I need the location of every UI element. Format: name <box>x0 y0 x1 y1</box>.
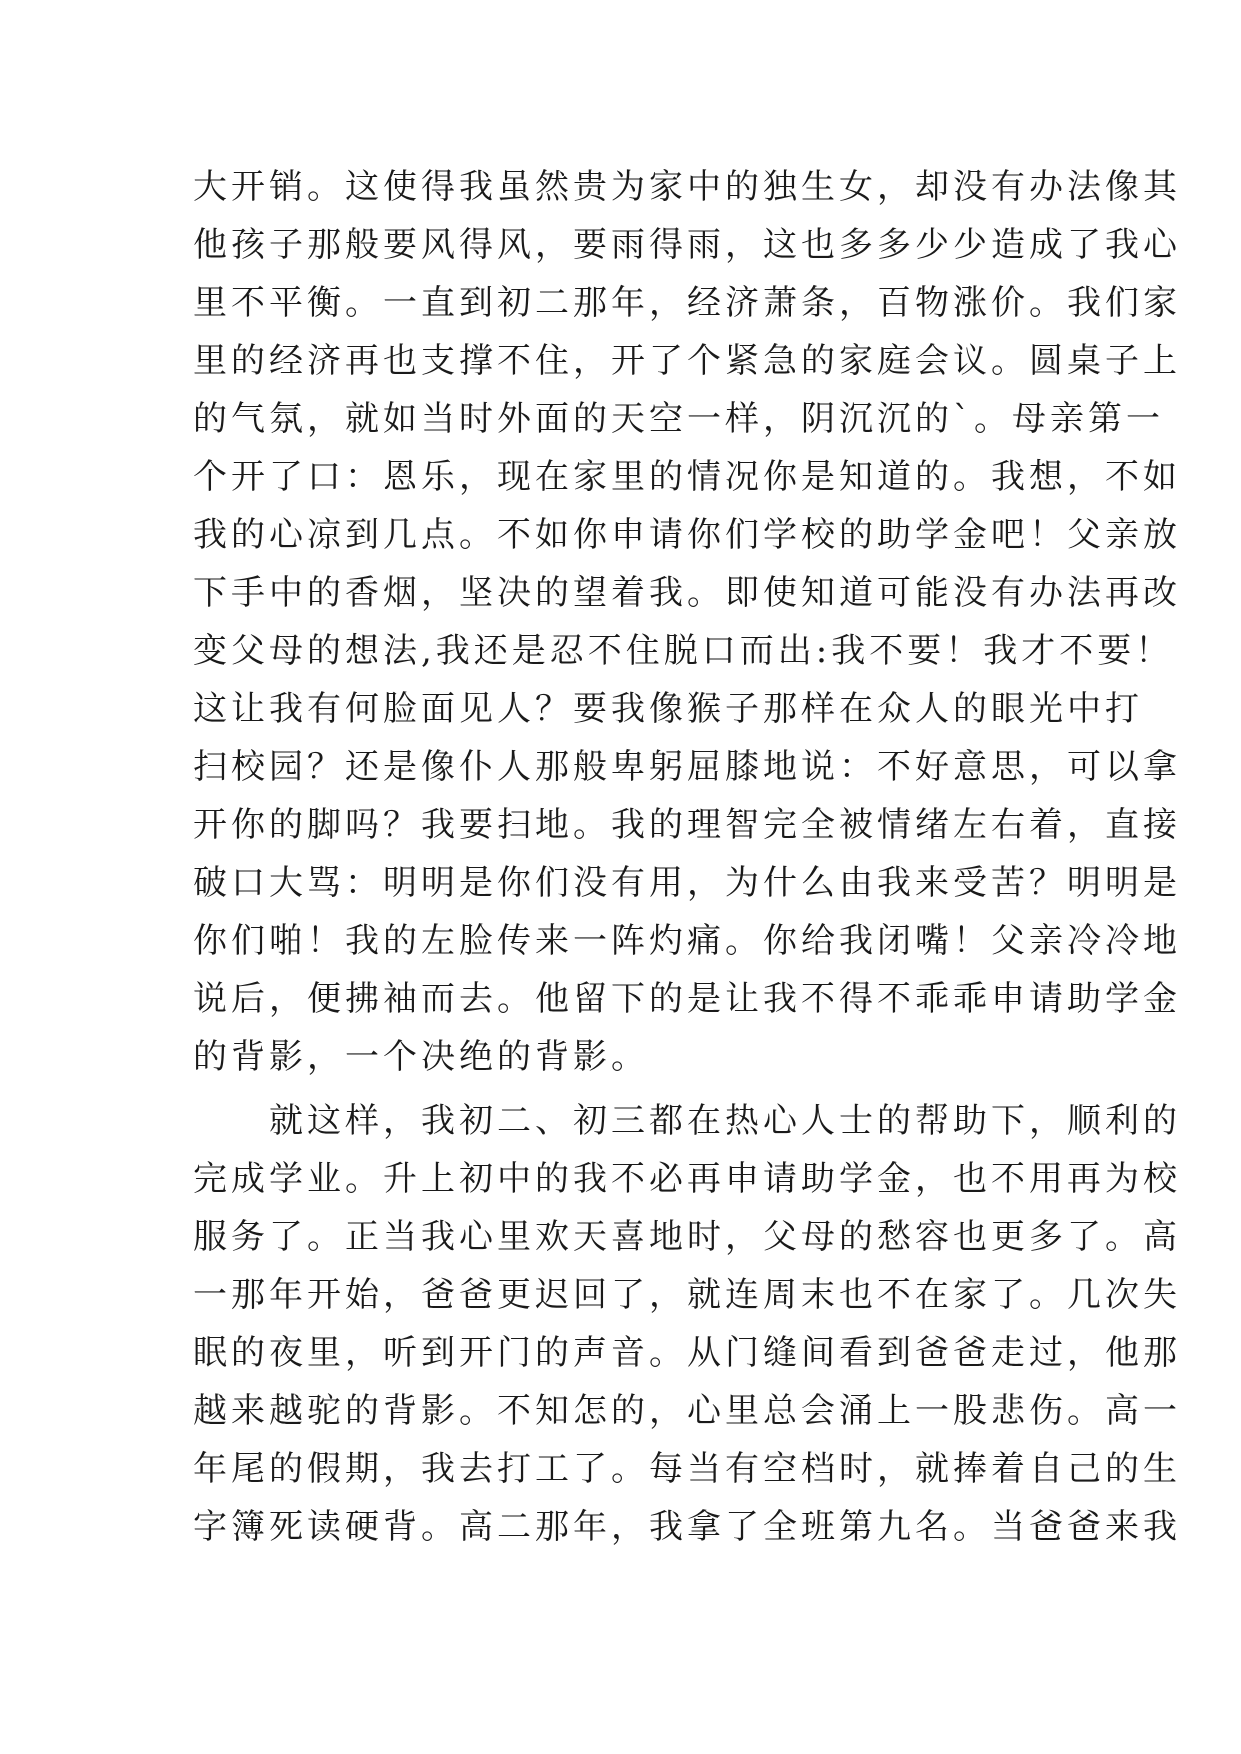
text-line: 变父母的想法,我还是忍不住脱口而出:我不要！我才不要！ <box>193 631 1174 671</box>
text-line: 完成学业。升上初中的我不必再申请助学金，也不用再为校 <box>193 1159 1181 1199</box>
text-line: 的气氛，就如当时外面的天空一样，阴沉沉的`。母亲第一 <box>193 399 1164 439</box>
text-line: 下手中的香烟，坚决的望着我。即使知道可能没有办法再改 <box>193 573 1181 613</box>
text-line: 我的心凉到几点。不如你申请你们学校的助学金吧！父亲放 <box>193 515 1181 555</box>
paragraph-2 <box>193 1092 1181 1556</box>
text-line: 说后，便拂袖而去。他留下的是让我不得不乖乖申请助学金 <box>193 979 1181 1019</box>
text-line: 年尾的假期，我去打工了。每当有空档时，就捧着自己的生 <box>193 1449 1181 1489</box>
text-line: 眠的夜里，听到开门的声音。从门缝间看到爸爸走过，他那 <box>193 1333 1181 1373</box>
text-line: 字簿死读硬背。高二那年，我拿了全班第九名。当爸爸来我 <box>193 1507 1181 1547</box>
text-line: 里不平衡。一直到初二那年，经济萧条，百物涨价。我们家 <box>193 283 1181 323</box>
text-line: 服务了。正当我心里欢天喜地时，父母的愁容也更多了。高 <box>193 1217 1181 1257</box>
text-line: 大开销。这使得我虽然贵为家中的独生女，却没有办法像其 <box>193 167 1181 207</box>
text-line: 就这样，我初二、初三都在热心人士的帮助下，顺利的 <box>193 1101 1181 1141</box>
text-line: 这让我有何脸面见人？要我像猴子那样在众人的眼光中打 <box>193 689 1143 729</box>
text-line: 里的经济再也支撑不住，开了个紧急的家庭会议。圆桌子上 <box>193 341 1181 381</box>
text-line: 越来越驼的背影。不知怎的，心里总会涌上一股悲伤。高一 <box>193 1391 1181 1431</box>
text-line: 个开了口：恩乐，现在家里的情况你是知道的。我想，不如 <box>193 457 1181 497</box>
text-line: 他孩子那般要风得风，要雨得雨，这也多多少少造成了我心 <box>193 225 1181 265</box>
text-line: 开你的脚吗？我要扫地。我的理智完全被情绪左右着，直接 <box>193 805 1181 845</box>
text-line: 的背影，一个决绝的背影。 <box>193 1037 649 1077</box>
text-line: 一那年开始，爸爸更迟回了，就连周末也不在家了。几次失 <box>193 1275 1181 1315</box>
text-line: 你们啪！我的左脸传来一阵灼痛。你给我闭嘴！父亲冷冷地 <box>193 921 1181 961</box>
paragraph-1 <box>193 158 1181 1086</box>
text-line: 扫校园？还是像仆人那般卑躬屈膝地说：不好意思，可以拿 <box>193 747 1181 787</box>
text-line: 破口大骂：明明是你们没有用，为什么由我来受苦？明明是 <box>193 863 1181 903</box>
